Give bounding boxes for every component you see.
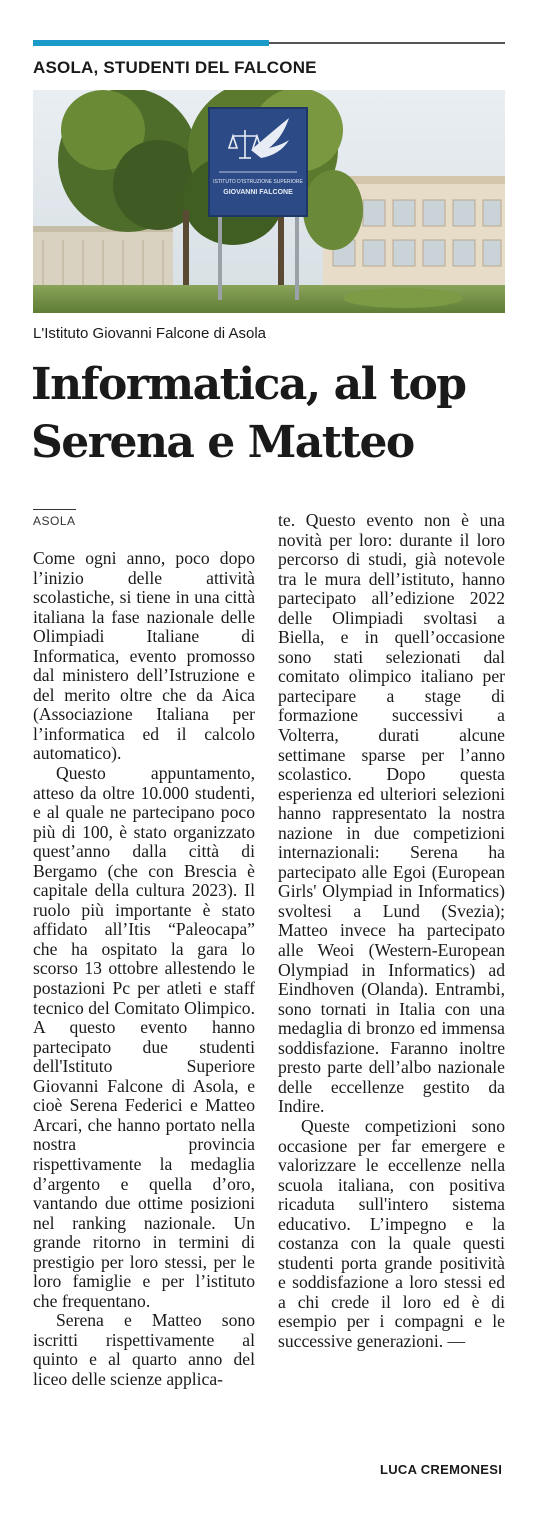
paragraph: te. Questo evento non è una novità per loro: durante il loro percorso di studi, già notevole tra le mura dell’istituto, hanno partecipato all’edizione 2022 delle Olimpiadi svoltasi a Biella, e in quell’occasione sono stati selezionati dal comitato olimpico italiano per partecipare a stage di formazione successivi a Volterra, durati alcune settimane sparse per l’anno scolastico. Dopo questa esperienza ed ulteriori selezioni hanno rappresentato la nostra nazione in due competizioni internazionali: Serena ha partecipato alle Egoi (European Girls' Olympiad in Informatics) svoltesi a Lund (Svezia); Matteo invece ha partecipato alle Weoi (Western-European Olympiad in Informatics) ad Eindhoven (Olanda). Entrambi, sono tornati in Italia con una medaglia di bronzo ed immensa soddisfazione. Faranno inoltre presto parte dell’albo nazionale delle eccellenze gestito da Indire. <box>278 510 505 1117</box>
dateline: ASOLA <box>33 514 76 528</box>
photo-caption: L'Istituto Giovanni Falcone di Asola <box>33 325 266 342</box>
paragraph: Come ogni anno, poco dopo l’inizio delle attività scolastiche, si tiene in una città italiana la fase nazionale delle Olimpiadi Italiane di Informatica, evento promosso dal ministero dell’Istruzione e del merito oltre che da Aica (Associazione Italiana per l’informatica ed il calcolo automatico). <box>33 548 255 764</box>
paragraph: Queste competizioni sono occasione per far emergere e valorizzare le eccellenze nella scuola italiana, con positiva ricaduta sull'intero sistema educativo. L’impegno e la costanza con la quale questi studenti porta grande positività e soddisfazione a loro stessi ed a chi crede il loro ed è di esempio per i compagni e le successive generazioni. — <box>278 1115 505 1351</box>
sign-text-line1: ISTITUTO D'ISTRUZIONE SUPERIORE <box>213 179 303 185</box>
paragraph: Questo appuntamento, atteso da oltre 10.000 studenti, e al quale ne partecipano poco più di 100, è stato organizzato quest’anno dalla città di Bergamo (che con Brescia è capitale della cultura 2023). Il ruolo più importante è stato affidato all’Itis “Paleocapa” che ha ospitato la gara lo scorso 13 ottobre allestendo le postazioni Pc per atleti e staff tecnico del Comitato Olimpico. A questo evento hanno partecipato due studenti dell'Istituto Superiore Giovanni Falcone di Asola, e cioè Serena Federici e Matteo Arcari, che hanno portato nella nostra provincia rispettivamente la medaglia d’argento e quella d’oro, vantando due ottime posizioni nel ranking nazionale. Un grande ritorno in termini di prestigio per loro stessi, per le loro famiglie e per l’istituto che frequentano. <box>33 763 255 1311</box>
headline-line-2: Serena e Matteo <box>31 417 414 468</box>
top-rule-line <box>269 42 505 44</box>
top-rule <box>33 40 505 46</box>
article-column-left <box>33 549 255 1390</box>
article-column-right <box>278 511 505 1352</box>
headline <box>31 356 511 472</box>
section-kicker: ASOLA, STUDENTI DEL FALCONE <box>33 58 317 77</box>
dateline-rule <box>33 509 76 510</box>
sign-text-line2: GIOVANNI FALCONE <box>223 189 293 196</box>
author-byline: LUCA CREMONESI <box>380 1462 503 1477</box>
paragraph: Serena e Matteo sono iscritti rispettivamente al quinto e al quarto anno del liceo delle scienze applica- <box>33 1310 255 1389</box>
top-rule-accent <box>33 40 269 46</box>
school-photo <box>33 90 505 313</box>
headline-line-1: Informatica, al top <box>31 359 466 410</box>
